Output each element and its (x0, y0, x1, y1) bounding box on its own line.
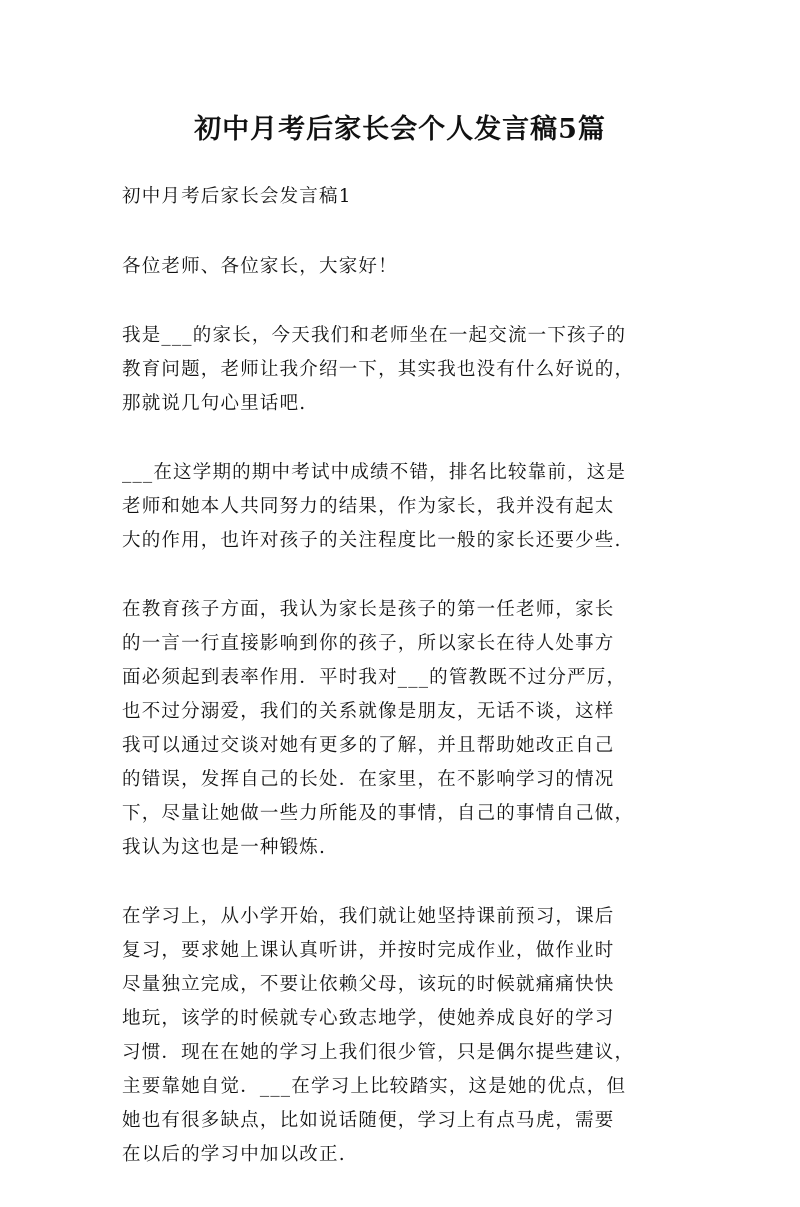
paragraph-exam-results: ___在这学期的期中考试中成绩不错，排名比较靠前，这是 老师和她本人共同努力的结果，作为家长，我并没有起太 大的作用，也许对孩子的关注程度比一般的家长还要少些. (122, 462, 627, 551)
document-body (122, 180, 678, 1207)
paragraph-introduction: 我是___的家长，今天我们和老师坐在一起交流一下孩子的 教育问题，老师让我介绍一下，其实我也没有什么好说的， 那就说几句心里话吧. (122, 325, 635, 414)
section-heading: 初中月考后家长会发言稿1 (122, 186, 352, 207)
document-title: 初中月考后家长会个人发言稿5篇 (194, 114, 606, 145)
paragraph-parenting: 在教育孩子方面，我认为家长是孩子的第一任老师，家长 的一言一行直接影响到你的孩子，所以家长在待人处事方 面必须起到表率作用．平时我对___的管教既不过分严厉， 也不过分溺爱，我们的关系就像是朋友，无话不谈，这样 我可以通过交谈对她有更多的了解，并且帮助她改正自己 的错误，发挥自己的长处．在家里，在不影响学习的情况 下，尽量让她做一些力所能及的事情，自己的事情自己做， 我认为这也是一种锻炼. (122, 599, 635, 858)
paragraph-greeting: 各位老师、各位家长，大家好！ (122, 256, 398, 277)
paragraph-study-habits: 在学习上，从小学开始，我们就让她坚持课前预习，课后 复习，要求她上课认真听讲，并按时完成作业，做作业时 尽量独立完成，不要让依赖父母，该玩的时候就痛痛快快 地玩，该学的时候就专心致志地学，使她养成良好的学习 习惯．现在在她的学习上我们很少管，只是偶尔提些建议， 主要靠她自觉．___在学习上比较踏实，这是她的优点，但 她也有很多缺点，比如说话随便，学习上有点马虎，需要 在以后的学习中加以改正. (122, 906, 635, 1165)
